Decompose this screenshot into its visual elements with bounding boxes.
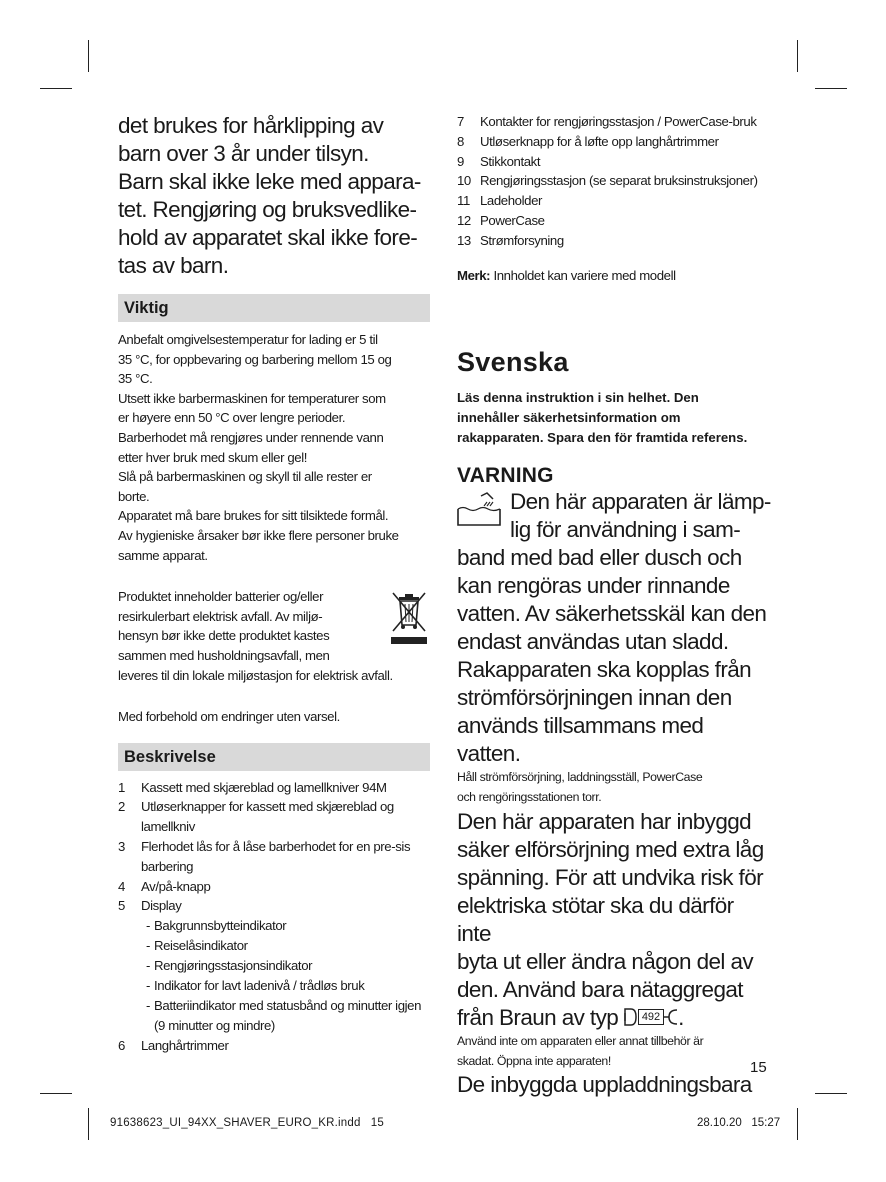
text-line: byta ut eller ändra någon del av <box>457 948 754 974</box>
crop-mark <box>815 88 847 89</box>
text-line: resirkulerbart elektrisk avfall. Av miljø- <box>118 608 323 624</box>
text-line: sammen med husholdningsavfall, men <box>118 647 330 663</box>
list-item <box>457 211 772 231</box>
text-line: borte. <box>118 488 150 504</box>
text-line: De inbyggda uppladdningsbara <box>457 1072 752 1098</box>
text-line: vatten. Av säkerhetsskäl kan den <box>457 601 767 627</box>
sub-item-text: Bakgrunnsbytteindikator <box>154 918 287 934</box>
power-supply-type-symbol <box>624 1007 678 1027</box>
text-line: spänning. För att undvika risk för <box>457 864 764 890</box>
text-line: kan rengöras under rinnande <box>457 573 730 599</box>
text-line: Anbefalt omgivelsestemperatur for lading er 5 til <box>118 332 378 347</box>
text-line: leveres til din lokale miljøstasjon for elektrisk avfall. <box>118 667 393 683</box>
item-text: Utløserknapper for kassett med skjæreblad og lamellkniv <box>141 799 394 835</box>
item-number: 7 <box>457 114 464 129</box>
battery-disposal-notice <box>118 587 430 685</box>
text-line: Den här apparaten är lämp- <box>510 489 771 515</box>
page-number: 15 <box>750 1059 767 1076</box>
text-line: säker elförsörjning med extra låg <box>457 836 764 862</box>
item-text: Display <box>141 898 182 914</box>
plug-symbol-icon <box>624 1007 638 1027</box>
text-line: rakapparaten. Spara den för framtida referens. <box>457 430 748 446</box>
text-line: elektriska stötar ska du därför inte <box>457 892 734 946</box>
model-note <box>457 266 772 286</box>
crop-mark <box>40 88 72 89</box>
text-line: samme apparat. <box>118 547 208 563</box>
warning-text-2 <box>457 808 772 1032</box>
item-number: 1 <box>118 779 125 795</box>
list-item <box>457 231 772 251</box>
text-line: från Braun av typ 492 . <box>457 1004 684 1030</box>
sub-item-text: Reiselåsindikator <box>154 938 248 954</box>
item-number: 12 <box>457 212 471 228</box>
item-number: 4 <box>118 878 125 894</box>
item-number: 9 <box>457 153 464 169</box>
item-number: 11 <box>457 193 470 209</box>
text-line: Produktet inneholder batterier og/eller <box>118 589 324 605</box>
text-line: tas av barn. <box>118 253 229 278</box>
text-line: band med bad eller dusch och <box>457 545 742 571</box>
text-line: er høyere enn 50 °C over lengre perioder. <box>118 410 346 426</box>
crop-mark <box>88 1108 89 1140</box>
list-item <box>118 797 430 837</box>
bath-shower-icon <box>457 492 501 528</box>
sub-list-item: - Batteriindikator med statusbånd og minutter igjen (9 minutter og mindre) <box>146 996 430 1036</box>
item-number: 8 <box>457 133 464 149</box>
text-line: Rakapparaten ska kopplas från <box>457 657 752 683</box>
item-text: Strømforsyning <box>480 232 564 248</box>
sub-list-item: - Rengjøringsstasjonsindikator <box>146 956 430 976</box>
list-item <box>457 132 772 152</box>
crop-mark <box>815 1093 847 1094</box>
item-number: 3 <box>118 839 125 855</box>
text-line: 35 °C, for oppbevaring og barbering mellom 15 og <box>118 351 392 367</box>
text-line: hensyn bør ikke dette produktet kastes <box>118 628 330 644</box>
socket-symbol-icon <box>664 1007 678 1027</box>
display-sublist <box>118 916 430 1036</box>
sub-item-text: Indikator for lavt ladenivå / trådløs bruk <box>154 978 365 994</box>
language-heading: Svenska <box>457 347 569 378</box>
description-list <box>118 778 430 917</box>
list-item <box>118 877 430 897</box>
text-line: Håll strömförsörjning, laddningsställ, PowerCase <box>457 770 703 785</box>
text-line: Barn skal ikke leke med appara- <box>118 169 421 194</box>
text-line: Använd inte om apparaten eller annat tillbehör är <box>457 1033 704 1048</box>
sub-item-text: Rengjøringsstasjonsindikator <box>154 958 313 974</box>
footer-datetime-text: 28.10.20 15:27 <box>697 1117 781 1129</box>
text-line: innehåller säkerhetsinformation om <box>457 410 681 426</box>
text-line: etter hver bruk med skum eller gel! <box>118 449 308 465</box>
text-line: och rengöringsstationen torr. <box>457 789 602 804</box>
item-text: Rengjøringsstasjon (se separat bruksinstruksjoner) <box>480 173 758 189</box>
list-item <box>457 112 772 132</box>
item-text: PowerCase <box>480 212 545 228</box>
reservation-note: Med forbehold om endringer uten varsel. <box>118 709 340 725</box>
text-line: Slå på barbermaskinen og skyll til alle rester er <box>118 469 372 485</box>
text-line: Läs denna instruktion i sin helhet. Den <box>457 390 699 406</box>
list-item <box>118 778 430 798</box>
item-text: Kassett med skjæreblad og lamellkniver 94M <box>141 779 387 795</box>
viktig-text <box>118 330 430 565</box>
crop-mark <box>797 40 798 72</box>
small-warning-1 <box>457 768 772 808</box>
note-label: Merk: <box>457 267 491 283</box>
text-line: Utsett ikke barbermaskinen for temperaturer som <box>118 390 386 406</box>
text-line: barn over 3 år under tilsyn. <box>118 141 369 166</box>
item-number: 5 <box>118 898 125 914</box>
left-column <box>118 112 430 1056</box>
text-line: skadat. Öppna inte apparaten! <box>457 1053 611 1068</box>
text-line: 35 °C. <box>118 371 153 387</box>
crop-mark <box>797 1108 798 1140</box>
crop-mark <box>40 1093 72 1094</box>
item-text: Flerhodet lås for å låse barberhodet for en pre-sis barbering <box>141 839 411 874</box>
warning-heading: VARNING <box>457 464 554 488</box>
crop-mark <box>88 40 89 72</box>
sub-list-item: - Reiselåsindikator <box>146 936 430 956</box>
description-list-end <box>118 1036 430 1056</box>
text-line: endast användas utan sladd. <box>457 629 729 655</box>
item-number: 10 <box>457 173 471 189</box>
text-line: används tillsammans med vatten. <box>457 713 704 767</box>
list-item <box>118 837 430 877</box>
text-line: det brukes for hårklipping av <box>118 113 384 138</box>
sub-item-text: Batteriindikator med statusbånd og minutter igjen (9 minutter og mindre) <box>154 998 422 1034</box>
text-line: lig för användning i sam- <box>510 517 741 543</box>
item-number: 6 <box>118 1038 125 1054</box>
text-line: Av hygieniske årsaker bør ikke flere personer bruke <box>118 527 399 543</box>
list-item <box>457 152 772 172</box>
footer-filename <box>110 1117 384 1129</box>
text-line: Barberhodet må rengjøres under rennende vann <box>118 429 384 445</box>
list-item <box>118 1036 430 1056</box>
footer-file-text: 91638623_UI_94XX_SHAVER_EURO_KR.indd 15 <box>110 1117 384 1129</box>
text-line: den. Använd bara nätaggregat <box>457 976 743 1002</box>
warning-text <box>457 488 772 768</box>
section-heading-viktig: Viktig <box>118 294 430 322</box>
item-text: Utløserknapp for å løfte opp langhårtrimmer <box>480 133 719 149</box>
text-line: hold av apparatet skal ikke fore- <box>118 225 418 250</box>
item-text: Langhårtrimmer <box>141 1038 229 1054</box>
text-line: Den här apparaten har inbyggd <box>457 808 752 834</box>
description-list-continued <box>457 112 772 251</box>
list-item <box>118 896 430 916</box>
sub-list-item: - Indikator for lavt ladenivå / trådløs bruk <box>146 976 430 996</box>
item-text: Ladeholder <box>480 193 542 209</box>
text-line: Apparatet må bare brukes for sitt tilsiktede formål. <box>118 508 389 524</box>
text-line: strömförsörjningen innan den <box>457 685 732 711</box>
intro-text <box>118 112 430 280</box>
section-heading-beskrivelse: Beskrivelse <box>118 743 430 771</box>
item-number: 13 <box>457 232 471 248</box>
text-line-part: från Braun av typ <box>457 1004 619 1030</box>
item-text: Kontakter for rengjøringsstasjon / PowerCase-bruk <box>480 114 757 129</box>
type-code-box: 492 <box>638 1009 664 1025</box>
list-item <box>457 171 772 191</box>
footer-datetime <box>697 1117 780 1129</box>
list-item <box>457 191 772 211</box>
note-text: Innholdet kan variere med modell <box>493 267 676 283</box>
small-warning-2 <box>457 1032 772 1072</box>
item-text: Stikkontakt <box>480 153 541 169</box>
swedish-intro <box>457 388 772 448</box>
sub-list-item: - Bakgrunnsbytteindikator <box>146 916 430 936</box>
item-number: 2 <box>118 799 125 815</box>
crossed-out-bin-icon <box>388 589 430 647</box>
right-column <box>457 112 772 1099</box>
item-text: Av/på-knapp <box>141 878 211 894</box>
text-line: tet. Rengjøring og bruksvedlike- <box>118 197 417 222</box>
